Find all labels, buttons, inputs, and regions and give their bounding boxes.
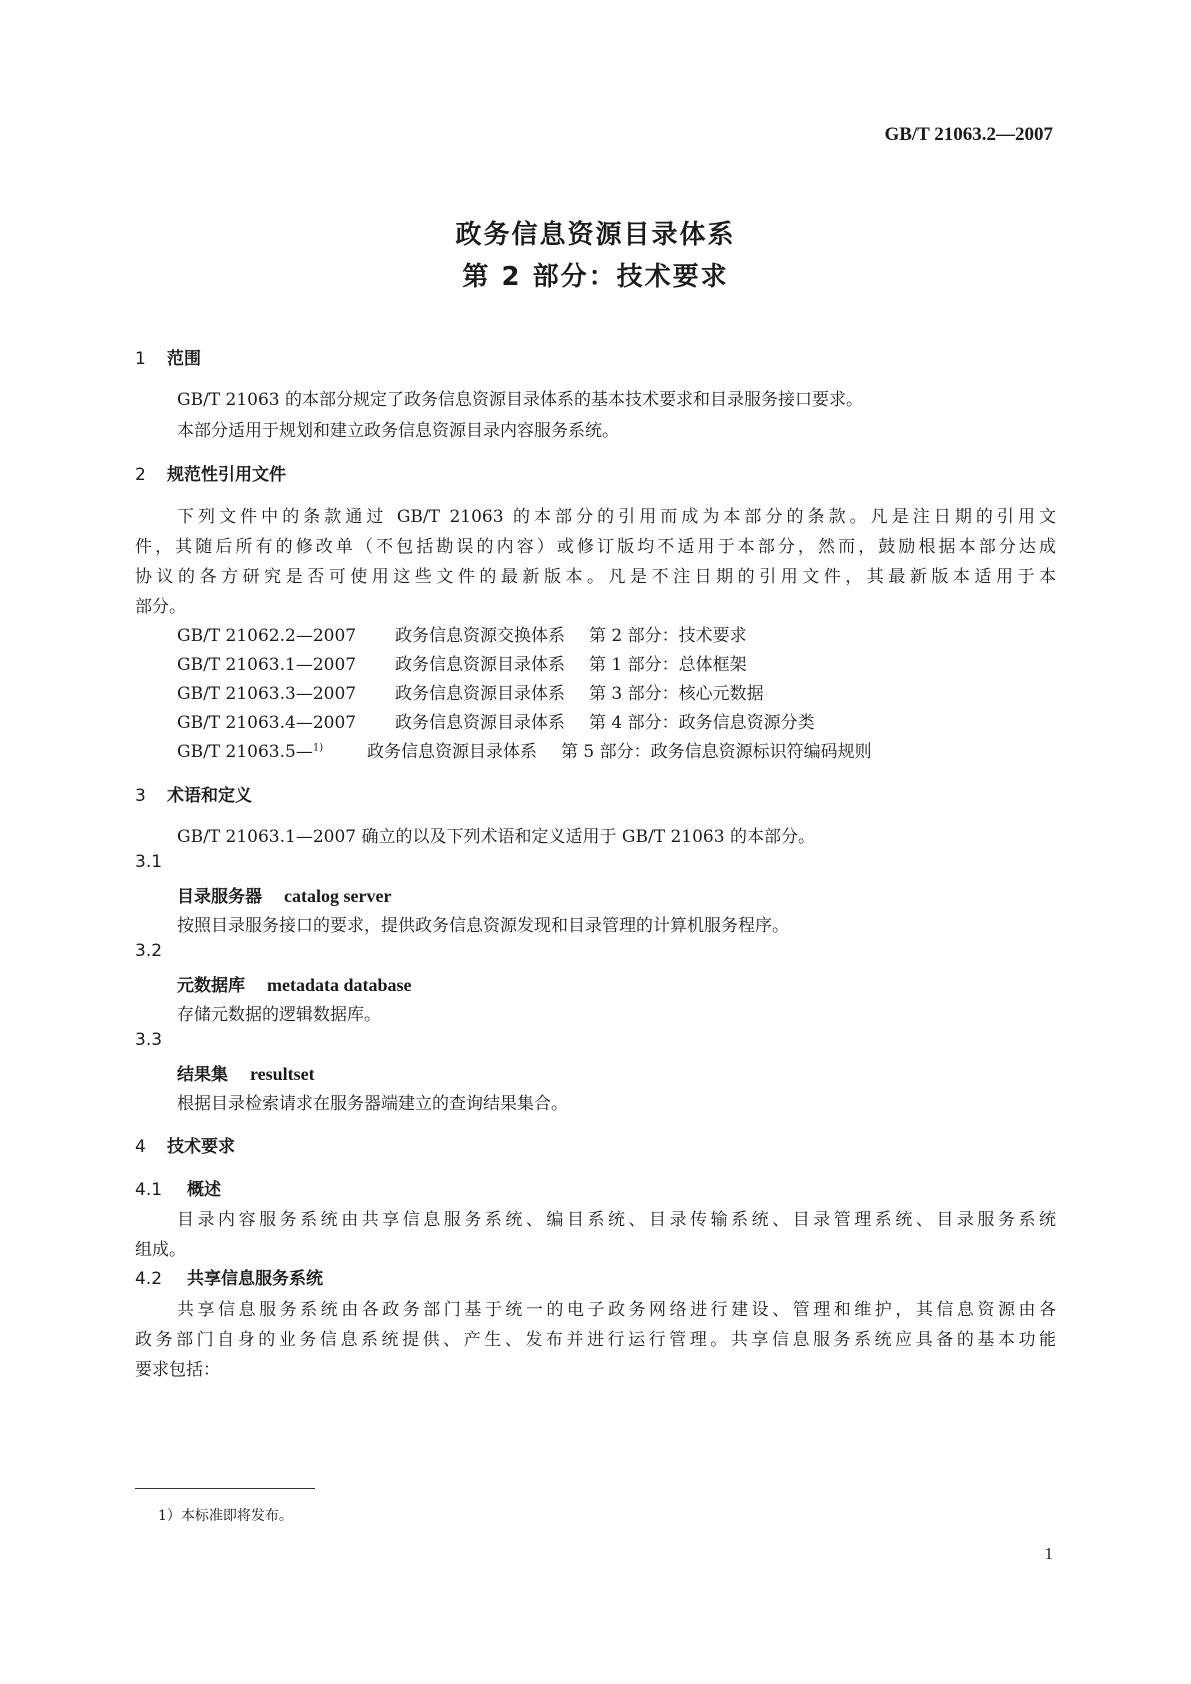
term-heading: [177, 1060, 315, 1085]
doc-title-line2: 第 2 部分：技术要求: [462, 262, 729, 292]
subsection-4-2-heading: [135, 1264, 323, 1289]
term-zh: 目录服务器: [177, 887, 262, 907]
section-1-heading: [135, 344, 201, 369]
term-zh: 元数据库: [177, 976, 245, 996]
section-title: 术语和定义: [167, 786, 252, 806]
paragraph-line: 共享信息服务系统由各政务部门基于统一的电子政务网络进行建设、管理和维护，其信息资源由各: [177, 1300, 1056, 1320]
section-title: 规范性引用文件: [167, 465, 286, 485]
ref-code: GB/T 21063.1—2007: [177, 655, 357, 675]
subsection-title: 概述: [187, 1180, 221, 1200]
term-zh: 结果集: [177, 1065, 228, 1085]
term-en: metadata database: [267, 975, 412, 995]
paragraph-line: 目录内容服务系统由共享信息服务系统、编目系统、目录传输系统、目录管理系统、目录服务系统: [177, 1210, 1056, 1230]
term-number: 3.2: [135, 941, 163, 961]
ref-part: 第 1 部分：总体框架: [589, 655, 747, 675]
paragraph-line: 要求包括：: [135, 1360, 220, 1380]
paragraph-line: 协议的各方研究是否可使用这些文件的最新版本。凡是不注日期的引用文件，其最新版本适用于本: [135, 567, 1056, 587]
section-number: 1: [135, 349, 146, 369]
footnote-marker: 1): [312, 742, 324, 754]
ref-name: 政务信息资源目录体系: [395, 655, 565, 675]
section-4-heading: [135, 1132, 235, 1157]
term-definition: 按照目录服务接口的要求，提供政务信息资源发现和目录管理的计算机服务程序。: [177, 916, 789, 936]
subsection-number: 4.1: [135, 1180, 163, 1200]
paragraph: GB/T 21063 的本部分规定了政务信息资源目录体系的基本技术要求和目录服务接口要求。: [177, 390, 864, 410]
ref-name: 政务信息资源目录体系: [367, 742, 537, 762]
normative-reference: [177, 650, 747, 675]
ref-part: 第 2 部分：技术要求: [589, 626, 747, 646]
subsection-number: 4.2: [135, 1269, 163, 1289]
ref-part: 第 3 部分：核心元数据: [589, 684, 764, 704]
term-heading: [177, 882, 391, 907]
section-title: 范围: [167, 349, 201, 369]
ref-part: 第 4 部分：政务信息资源分类: [589, 713, 815, 733]
normative-reference: [177, 679, 764, 704]
paragraph: GB/T 21063.1—2007 确立的以及下列术语和定义适用于 GB/T 21063 的本部分。: [177, 827, 815, 847]
section-number: 4: [135, 1137, 146, 1157]
normative-reference: [177, 708, 815, 733]
ref-name: 政务信息资源目录体系: [395, 713, 565, 733]
section-number: 3: [135, 786, 146, 806]
paragraph-line: 件，其随后所有的修改单（不包括勘误的内容）或修订版均不适用于本部分，然而，鼓励根据本部分达成: [135, 537, 1056, 557]
section-title: 技术要求: [167, 1137, 235, 1157]
ref-name: 政务信息资源交换体系: [395, 626, 565, 646]
ref-code: GB/T 21063.3—2007: [177, 684, 357, 704]
paragraph-line: 下列文件中的条款通过 GB/T 21063 的本部分的引用而成为本部分的条款。凡是注日期的引用文: [177, 507, 1056, 527]
standard-code: GB/T 21063.2—2007: [884, 124, 1053, 145]
ref-code: GB/T 21062.2—2007: [177, 626, 357, 646]
ref-part: 第 5 部分：政务信息资源标识符编码规则: [561, 742, 872, 762]
paragraph-line: 政务部门自身的业务信息系统提供、产生、发布并进行运行管理。共享信息服务系统应具备的基本功能: [135, 1330, 1056, 1350]
normative-reference: [177, 621, 747, 646]
term-en: catalog server: [284, 886, 392, 906]
term-definition: 存储元数据的逻辑数据库。: [177, 1005, 381, 1025]
term-heading: [177, 971, 412, 996]
footnote: 1）本标准即将发布。: [158, 1508, 293, 1524]
normative-reference: [177, 737, 872, 762]
ref-code: GB/T 21063.5—: [177, 742, 313, 762]
page-number: 1: [1044, 1544, 1053, 1563]
footnote-separator: [135, 1488, 315, 1489]
paragraph-line: 部分。: [135, 597, 186, 617]
subsection-4-1-heading: [135, 1175, 221, 1200]
term-definition: 根据目录检索请求在服务器端建立的查询结果集合。: [177, 1094, 568, 1114]
term-number: 3.3: [135, 1030, 163, 1050]
section-number: 2: [135, 465, 146, 485]
term-number: 3.1: [135, 852, 163, 872]
paragraph: 本部分适用于规划和建立政务信息资源目录内容服务系统。: [177, 421, 619, 441]
ref-name: 政务信息资源目录体系: [395, 684, 565, 704]
subsection-title: 共享信息服务系统: [187, 1269, 323, 1289]
paragraph-line: 组成。: [135, 1240, 186, 1260]
section-2-heading: [135, 460, 286, 485]
ref-code: GB/T 21063.4—2007: [177, 713, 357, 733]
doc-title-line1: 政务信息资源目录体系: [455, 220, 736, 250]
section-3-heading: [135, 781, 252, 806]
term-en: resultset: [250, 1064, 315, 1084]
